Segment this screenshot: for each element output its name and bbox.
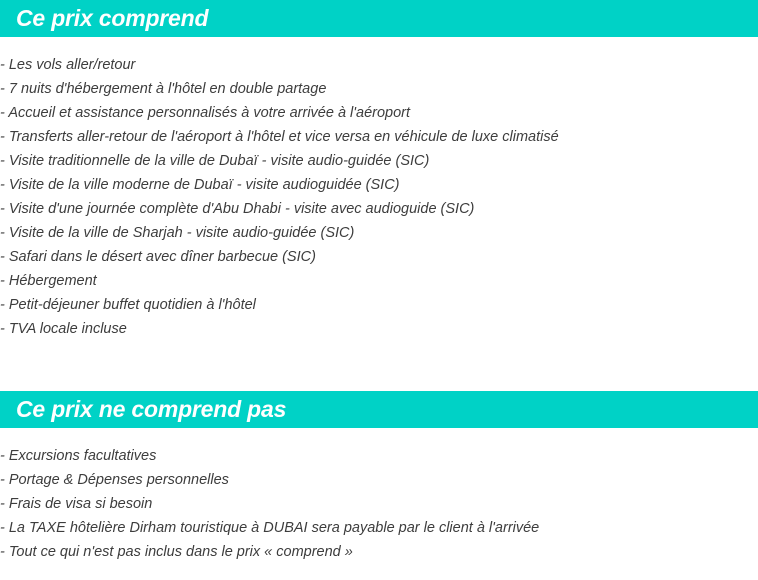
included-item: - Accueil et assistance personnalisés à votre arrivée à l'aéroport — [0, 105, 411, 121]
included-item: - Visite de la ville de Sharjah - visite audio-guidée (SIC) — [0, 225, 355, 241]
included-items-list — [0, 54, 559, 342]
included-item: - 7 nuits d'hébergement à l'hôtel en double partage — [0, 81, 327, 97]
included-item: - Les vols aller/retour — [0, 57, 136, 73]
excluded-section-title: Ce prix ne comprend pas — [16, 396, 287, 422]
excluded-item: - Frais de visa si besoin — [0, 496, 153, 512]
included-item: - TVA locale incluse — [0, 321, 127, 337]
included-item: - Hébergement — [0, 273, 97, 289]
excluded-item: - La TAXE hôtelière Dirham touristique à DUBAI sera payable par le client à l'arrivée — [0, 520, 540, 536]
excluded-item: - Portage & Dépenses personnelles — [0, 472, 229, 488]
included-item: - Transferts aller-retour de l'aéroport à l'hôtel et vice versa en véhicule de luxe climatisé — [0, 129, 559, 145]
excluded-items-list — [0, 445, 539, 565]
excluded-section-header — [0, 391, 758, 428]
included-item: - Petit-déjeuner buffet quotidien à l'hôtel — [0, 297, 256, 313]
included-section-header — [0, 0, 758, 37]
included-item: - Visite de la ville moderne de Dubaï - visite audioguidée (SIC) — [0, 177, 400, 193]
excluded-item: - Excursions facultatives — [0, 448, 157, 464]
excluded-item: - Tout ce qui n'est pas inclus dans le prix « comprend » — [0, 544, 353, 560]
included-item: - Safari dans le désert avec dîner barbecue (SIC) — [0, 249, 316, 265]
included-section-title: Ce prix comprend — [16, 5, 209, 31]
included-item: - Visite traditionnelle de la ville de Dubaï - visite audio-guidée (SIC) — [0, 153, 430, 169]
included-item: - Visite d'une journée complète d'Abu Dhabi - visite avec audioguide (SIC) — [0, 201, 475, 217]
